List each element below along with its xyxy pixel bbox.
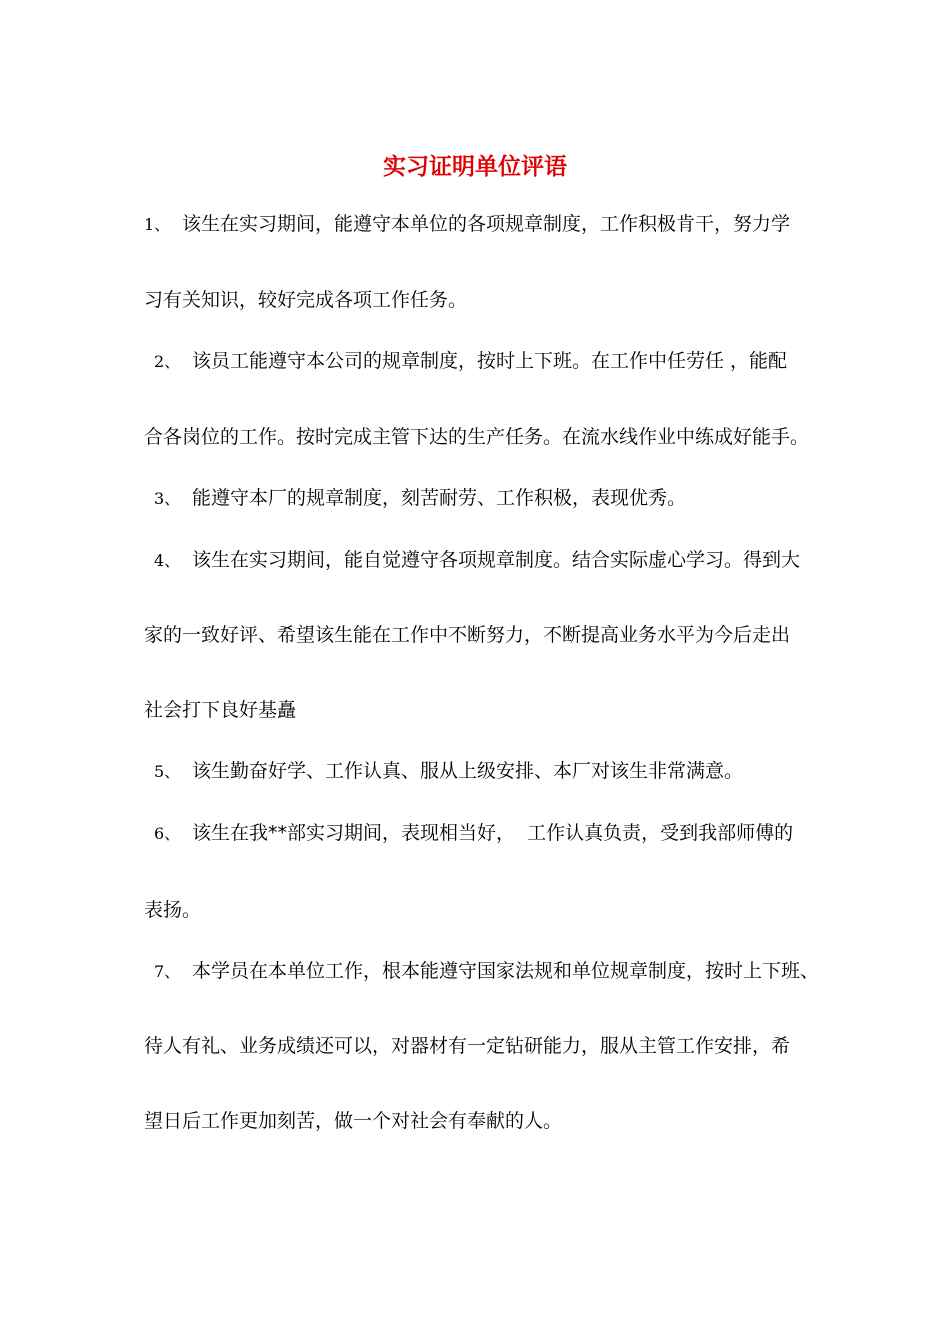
item-1-number: 1、 — [144, 215, 171, 234]
item-6-line-1 — [154, 820, 793, 847]
item-1-line-2 — [144, 287, 467, 313]
item-4-line-2 — [144, 622, 790, 648]
item-3-line-1 — [154, 485, 686, 512]
item-1-text-2: 习有关知识，较好完成各项工作任务。 — [144, 289, 468, 311]
item-7-line-3 — [144, 1108, 562, 1134]
item-3-number: 3、 — [154, 489, 181, 508]
item-7-line-2 — [144, 1033, 790, 1059]
item-7-text-3: 望日后工作更加刻苦，做一个对社会有奉献的人。 — [144, 1110, 563, 1132]
item-2-text-1: 该员工能遵守本公司的规章制度，按时上下班。在工作中任劳任 ，能配 — [192, 350, 788, 372]
item-6-text-1: 该生在我**部实习期间，表现相当好， 工作认真负责，受到我部师傅的 — [192, 822, 794, 844]
item-4-line-3 — [144, 697, 296, 723]
item-7-text-1: 本学员在本单位工作，根本能遵守国家法规和单位规章制度，按时上下班、 — [192, 960, 820, 982]
item-1-text-1: 该生在实习期间，能遵守本单位的各项规章制度，工作积极肯干，努力学 — [182, 213, 791, 235]
item-7-line-1 — [154, 958, 819, 985]
item-2-text-2: 合各岗位的工作。按时完成主管下达的生产任务。在流水线作业中练成好能手。 — [144, 426, 810, 448]
item-4-number: 4、 — [154, 551, 181, 570]
item-5-text-1: 该生勤奋好学、工作认真、服从上级安排、本厂对该生非常满意。 — [192, 760, 744, 782]
item-4-line-1 — [154, 547, 800, 574]
item-4-text-3: 社会打下良好基矗 — [144, 699, 297, 721]
item-2-line-1 — [154, 348, 787, 375]
item-4-text-1: 该生在实习期间，能自觉遵守各项规章制度。结合实际虚心学习。得到大 — [192, 549, 801, 571]
item-6-line-2 — [144, 897, 201, 923]
item-5-number: 5、 — [154, 762, 181, 781]
page-title: 实习证明单位评语 — [383, 153, 567, 180]
item-2-number: 2、 — [154, 352, 181, 371]
item-7-text-2: 待人有礼、业务成绩还可以，对器材有一定钻研能力，服从主管工作安排，希 — [144, 1035, 791, 1057]
item-1-line-1 — [144, 211, 790, 238]
item-4-text-2: 家的一致好评、希望该生能在工作中不断努力，不断提高业务水平为今后走出 — [144, 624, 791, 646]
item-2-line-2 — [144, 424, 809, 450]
item-6-number: 6、 — [154, 824, 181, 843]
item-3-text-1: 能遵守本厂的规章制度，刻苦耐劳、工作积极，表现优秀。 — [192, 487, 687, 509]
item-6-text-2: 表扬。 — [144, 899, 202, 921]
item-7-number: 7、 — [154, 962, 181, 981]
item-5-line-1 — [154, 758, 743, 785]
